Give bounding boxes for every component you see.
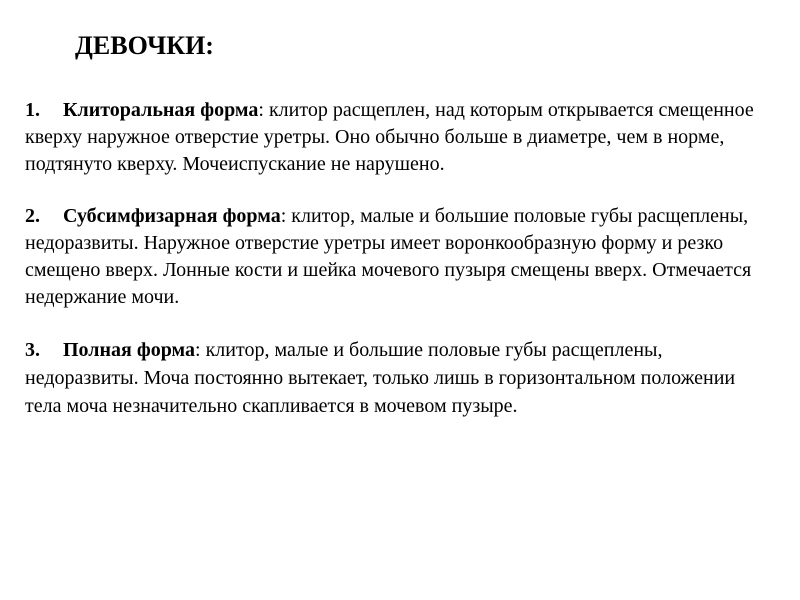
- forms-list: [25, 97, 775, 445]
- list-item-complete: [25, 336, 775, 420]
- item-text: : клитор, малые и большие половые губы расщеплены, недоразвиты. Моча постоянно вытекает, только лишь в горизонтальном положении тела моча незначительно скапливается в мочевом пузыре.: [25, 339, 736, 417]
- item-text: : клитор расщеплен, над которым открывается смещенное кверху наружное отверстие уретры. Оно обычно больше в диаметре, чем в норме, подтянуто кверху. Мочеиспускание не нарушено.: [25, 99, 754, 175]
- item-term: Полная форма: [63, 339, 196, 361]
- page-title: ДЕВОЧКИ:: [75, 31, 214, 60]
- list-item-subsymphyseal: [25, 203, 775, 311]
- item-number: 1.: [25, 99, 40, 121]
- item-term: Субсимфизарная форма: [63, 205, 281, 227]
- item-text: : клитор, малые и большие половые губы расщеплены, недоразвиты. Наружное отверстие уретры имеет воронкообразную форму и резко смещено вверх. Лонные кости и шейка мочевого пузыря смещены вверх. Отмечается недержание мочи.: [25, 205, 752, 308]
- item-number: 3.: [25, 339, 40, 361]
- item-term: Клиторальная форма: [63, 99, 259, 121]
- item-number: 2.: [25, 205, 40, 227]
- list-item-clitoral: [25, 97, 775, 178]
